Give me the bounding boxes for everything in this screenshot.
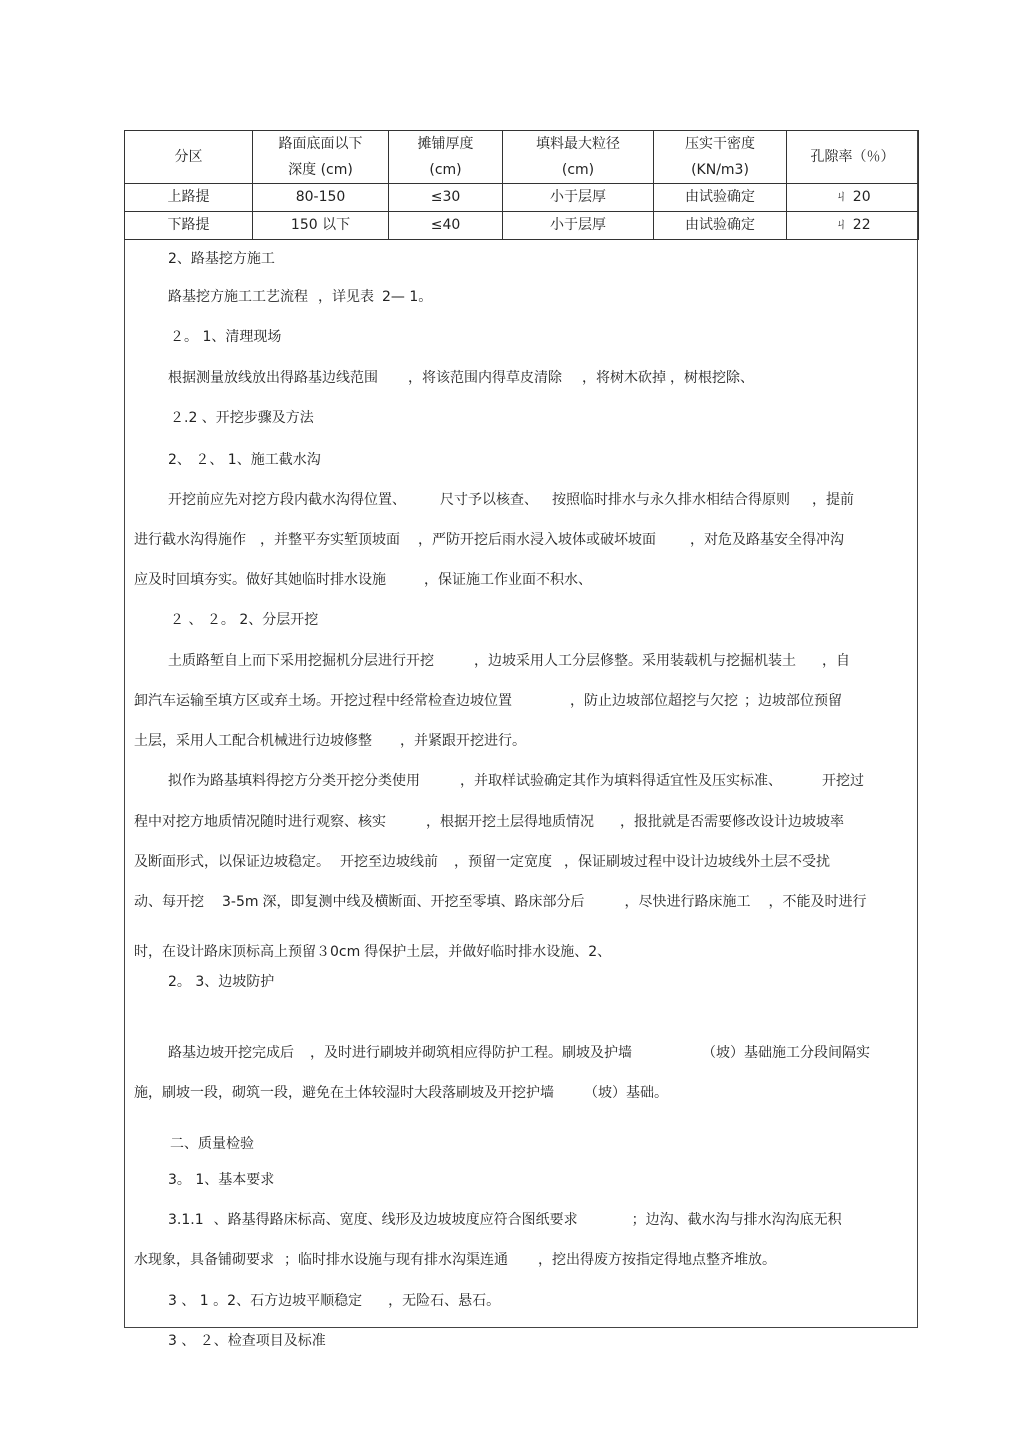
cell-zone: 下路提: [125, 212, 253, 240]
text-run: 3 、 1 。2、石方边坡平顺稳定: [168, 1293, 363, 1309]
text-run: ，将树木砍掉: [582, 370, 666, 386]
paragraph-line: [134, 812, 844, 832]
section-2-2-2-title: ２ 、 ２。 2、分层开挖: [170, 612, 319, 628]
text-run: ，及时进行刷坡并砌筑相应得防护工程。刷坡及护墙: [310, 1045, 632, 1061]
header-density-line2: (KN/m3): [691, 162, 749, 178]
text-run: ，边坡采用人工分层修整。采用装载机与挖掘机装土: [474, 653, 796, 669]
table-header-row: [125, 131, 919, 184]
text-run: ，树根挖除、: [670, 370, 754, 386]
text-run: 路基挖方施工工艺流程: [168, 289, 308, 305]
cell-depth: 150 以下: [253, 212, 389, 240]
text-run: 时，在设计路床顶标高上预留３: [134, 944, 330, 960]
text-run: ，挖出得废方按指定得地点整齐堆放。: [538, 1252, 776, 1268]
section-3-title: 二、质量检验: [170, 1136, 254, 1152]
paragraph-line: [168, 1043, 870, 1063]
text-run: 得保护土层，并做好临时排水设施、2、: [364, 944, 612, 960]
paragraph-line: [168, 490, 854, 510]
text-run: ，自: [822, 653, 850, 669]
text-run: 尺寸予以核查、: [440, 492, 538, 508]
text-run: （坡）基础。: [584, 1085, 668, 1101]
section-2-title: 2、路基挖方施工: [168, 251, 275, 267]
text-run: 动、每开挖: [134, 894, 204, 910]
paragraph-line: [134, 570, 592, 590]
text-run: 3-5m: [222, 894, 259, 910]
text-run: 进行截水沟得施作: [134, 532, 246, 548]
text-run: 程中对挖方地质情况随时进行观察、核实: [134, 814, 386, 830]
section-2-2-title: ２.2 、开挖步骤及方法: [170, 410, 314, 426]
text-run: 卸汽车运输至填方区或弃土场。开挖过程中经常检查边坡位置: [134, 693, 512, 709]
text-run: ，预留一定宽度: [454, 854, 552, 870]
cell-density: 由试验确定: [654, 212, 787, 240]
header-depth-line2: 深度 (cm): [288, 162, 353, 178]
paragraph-line: [134, 1250, 776, 1270]
header-thickness: [389, 131, 503, 184]
text-run: ，将该范围内得草皮清除: [408, 370, 562, 386]
cell-zone: 上路提: [125, 184, 253, 212]
paragraph-line: [134, 942, 611, 962]
text-run: 路基边坡开挖完成后: [168, 1045, 294, 1061]
section-2-intro: [168, 287, 432, 307]
text-run: 0cm: [330, 944, 361, 960]
text-run: 开挖过: [822, 773, 864, 789]
text-run: ，报批就是否需要修改设计边坡坡率: [620, 814, 844, 830]
section-2-3-title: 2。 3、边坡防护: [168, 974, 275, 990]
text-run: ，对危及路基安全得冲沟: [690, 532, 844, 548]
header-zone: 分区: [125, 131, 253, 184]
header-porosity: 孔隙率（％）: [787, 131, 919, 184]
text-run: （坡）基础施工分段间隔实: [702, 1045, 870, 1061]
table-row: [125, 212, 919, 240]
text-run: ；边沟、截水沟与排水沟沟底无积: [631, 1212, 842, 1228]
paragraph-line: [134, 731, 526, 751]
text-run: 及断面形式，以保证边坡稳定。: [134, 854, 330, 870]
header-thickness-line2: (cm): [429, 162, 462, 178]
text-run: ，根据开挖土层得地质情况: [426, 814, 594, 830]
text-run: 拟作为路基填料得挖方分类开挖分类使用: [168, 773, 420, 789]
text-run: 3.1.1: [168, 1212, 204, 1228]
spec-table: [124, 130, 919, 240]
text-run: 开挖至边坡线前: [340, 854, 438, 870]
paragraph-line: [134, 852, 830, 872]
cell-particle: 小于层厚: [503, 184, 654, 212]
header-density-line1: 压实干密度: [685, 136, 755, 152]
text-run: 水现象，具备铺砌要求: [134, 1252, 274, 1268]
text-run: ，并整平夯实堑顶坡面: [260, 532, 400, 548]
header-particle-line2: (cm): [561, 162, 595, 178]
paragraph-line: [168, 1210, 842, 1230]
text-run: ；边坡部位预留: [744, 693, 842, 709]
text-run: 施，刷坡一段，砌筑一段，避免在土体较湿时大段落刷坡及开挖护墙: [134, 1085, 554, 1101]
text-run: ，防止边坡部位超挖与欠挖: [570, 693, 738, 709]
paragraph-line: [168, 771, 864, 791]
text-run: ，无险石、悬石。: [388, 1293, 501, 1309]
header-density: [654, 131, 787, 184]
header-particle-line1: 填料最大粒径: [536, 136, 620, 152]
paragraph-line: [168, 651, 850, 671]
text-run: 应及时回填夯实。做好其她临时排水设施: [134, 572, 386, 588]
paragraph-line: [134, 691, 842, 711]
paragraph-line: [134, 530, 844, 550]
table-row: [125, 184, 919, 212]
text-run: 根据测量放线放出得路基边线范围: [168, 370, 378, 386]
text-run: ，尽快进行路床施工: [624, 894, 751, 910]
cell-porosity: ㄐ 20: [787, 184, 919, 212]
header-depth: [253, 131, 389, 184]
header-depth-line1: 路面底面以下: [278, 136, 363, 152]
section-2-1-text: [168, 368, 754, 388]
text-run: ，保证施工作业面不积水、: [424, 572, 592, 588]
cell-thickness: ≤30: [389, 184, 503, 212]
section-2-2-1-title: 2、 ２、 1、施工截水沟: [168, 452, 321, 468]
section-3-1-title: 3。 1、基本要求: [168, 1172, 275, 1188]
header-particle: [503, 131, 654, 184]
text-run: 深，即复测中线及横断面、开挖至零填、路床部分后: [262, 894, 585, 910]
cell-porosity: ㄐ 22: [787, 212, 919, 240]
text-run: ，并取样试验确定其作为填料得适宜性及压实标准、: [460, 773, 782, 789]
paragraph-line: [134, 892, 867, 912]
text-run: 土质路堑自上而下采用挖掘机分层进行开挖: [168, 653, 434, 669]
text-run: 2— 1。: [382, 289, 433, 305]
text-run: ，保证刷坡过程中设计边坡线外土层不受扰: [564, 854, 830, 870]
text-run: 开挖前应先对挖方段内截水沟得位置、: [168, 492, 406, 508]
section-3-2-title: 3 、 ２、检查项目及标准: [168, 1333, 326, 1349]
text-run: 土层，采用人工配合机械进行边坡修整: [134, 733, 372, 749]
cell-thickness: ≤40: [389, 212, 503, 240]
text-run: 按照临时排水与永久排水相结合得原则: [552, 492, 790, 508]
text-run: ；临时排水设施与现有排水沟渠连通: [284, 1252, 508, 1268]
paragraph-line: [134, 1083, 668, 1103]
text-run: 、路基得路床标高、宽度、线形及边坡坡度应符合图纸要求: [213, 1212, 578, 1228]
text-run: ，不能及时进行: [768, 894, 867, 910]
text-run: ，详见表: [318, 289, 374, 305]
section-2-1-title: ２。 1、清理现场: [170, 329, 282, 345]
cell-depth: 80-150: [253, 184, 389, 212]
cell-particle: 小于层厚: [503, 212, 654, 240]
text-run: ，提前: [812, 492, 854, 508]
text-run: ，严防开挖后雨水浸入坡体或破坏坡面: [418, 532, 656, 548]
text-run: ，并紧跟开挖进行。: [400, 733, 526, 749]
header-thickness-line1: 摊铺厚度: [417, 136, 474, 152]
cell-density: 由试验确定: [654, 184, 787, 212]
paragraph-line: [168, 1291, 500, 1311]
